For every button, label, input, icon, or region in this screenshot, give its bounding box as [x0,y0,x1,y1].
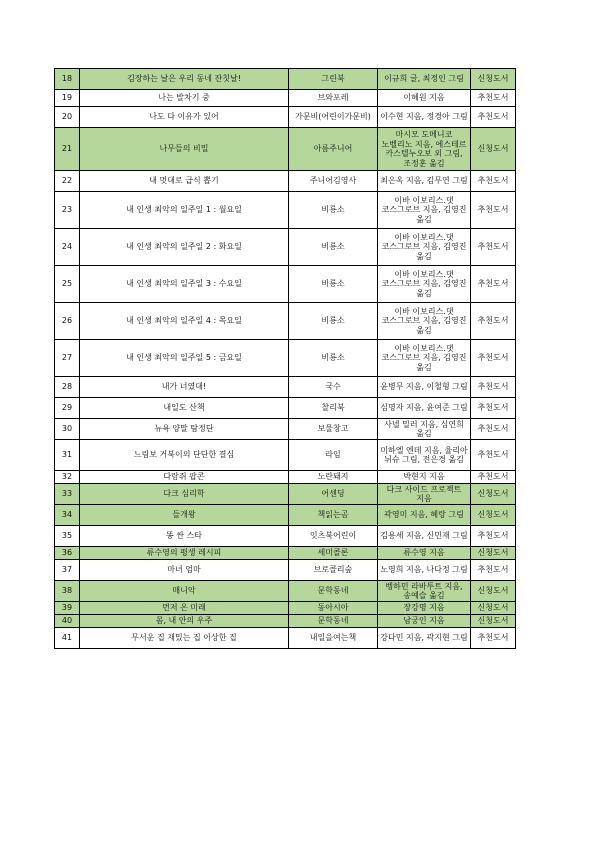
book-type-cell: 추천도서 [471,526,516,547]
author-cell: 이바 이보리스.댓 코스그로브 지음, 김영진 옮김 [378,266,471,303]
book-type-cell: 추천도서 [471,171,516,192]
row-number-cell: 24 [55,229,80,266]
author-cell: 류수영 지음 [378,547,471,560]
publisher-cell: 비룡소 [289,229,378,266]
author-cell: 이바 이보리스.댓 코스그로브 지음, 김영진 옮김 [378,192,471,229]
author-cell: 노영희 지음, 나다정 그림 [378,560,471,581]
book-title-cell: 김장하는 날은 우리 동네 잔칫날! [80,69,289,90]
book-type-cell: 신청도서 [471,602,516,615]
publisher-cell: 비룡소 [289,340,378,377]
author-cell: 곽영미 지음, 혜랑 그림 [378,505,471,526]
author-cell: 남궁인 지음 [378,615,471,628]
author-cell: 김용세 지음, 신민재 그림 [378,526,471,547]
author-cell: 이바 이보리스.댓 코스그로브 지음, 김영진 옮김 [378,340,471,377]
publisher-cell: 라임 [289,440,378,471]
row-number-cell: 26 [55,303,80,340]
table-row [55,192,516,229]
author-cell: 벵하민 라바투트 지음, 송예슬 옮김 [378,581,471,602]
table-row [55,526,516,547]
publisher-cell: 내일을여는책 [289,628,378,649]
table-row [55,581,516,602]
book-type-cell: 추천도서 [471,419,516,440]
publisher-cell: 문학동네 [289,615,378,628]
row-number-cell: 20 [55,107,80,128]
author-cell: 다크 사이드 프로젝트 지음 [378,484,471,505]
book-type-cell: 추천도서 [471,266,516,303]
book-type-cell: 신청도서 [471,128,516,171]
book-title-cell: 내 인생 최악의 일주일 1 : 월요일 [80,192,289,229]
book-title-cell: 류수영의 평생 레시피 [80,547,289,560]
row-number-cell: 30 [55,419,80,440]
author-cell: 장강명 지음 [378,602,471,615]
book-type-cell: 추천도서 [471,303,516,340]
book-type-cell: 추천도서 [471,340,516,377]
book-type-cell: 추천도서 [471,398,516,419]
table-row [55,419,516,440]
book-title-cell: 느림보 거북이의 단단한 결심 [80,440,289,471]
book-type-cell: 추천도서 [471,229,516,266]
publisher-cell: 책읽는곰 [289,505,378,526]
table-row [55,107,516,128]
author-cell: 이혜원 지음 [378,90,471,107]
author-cell: 이수현 지음, 정경아 그림 [378,107,471,128]
row-number-cell: 37 [55,560,80,581]
row-number-cell: 28 [55,377,80,398]
row-number-cell: 31 [55,440,80,471]
book-type-cell: 신청도서 [471,581,516,602]
publisher-cell: 아름주니어 [289,128,378,171]
row-number-cell: 29 [55,398,80,419]
publisher-cell: 주니어김영사 [289,171,378,192]
publisher-cell: 노란돼지 [289,471,378,484]
author-cell: 심명자 지음, 윤여준 그림 [378,398,471,419]
row-number-cell: 36 [55,547,80,560]
row-number-cell: 21 [55,128,80,171]
book-title-cell: 뉴욕 양말 탐정단 [80,419,289,440]
table-row [55,340,516,377]
publisher-cell: 가문비(어린이가문비) [289,107,378,128]
book-title-cell: 내일도 산책 [80,398,289,419]
book-title-cell: 내 인생 최악의 일주일 4 : 목요일 [80,303,289,340]
book-title-cell: 마녀 엄마 [80,560,289,581]
book-title-cell: 매니악 [80,581,289,602]
table-row [55,69,516,90]
table-row [55,471,516,484]
book-type-cell: 신청도서 [471,484,516,505]
publisher-cell: 보물창고 [289,419,378,440]
book-type-cell: 추천도서 [471,90,516,107]
author-cell: 윤병무 지음, 이철형 그림 [378,377,471,398]
book-title-cell: 먼저 온 미래 [80,602,289,615]
book-title-cell: 내 멋대로 급식 뽑기 [80,171,289,192]
publisher-cell: 잇츠북어린이 [289,526,378,547]
book-type-cell: 추천도서 [471,440,516,471]
table-row [55,602,516,615]
author-cell: 박현지 지음 [378,471,471,484]
book-type-cell: 추천도서 [471,471,516,484]
table-row [55,171,516,192]
table-row [55,440,516,471]
book-type-cell: 신청도서 [471,69,516,90]
table-row [55,484,516,505]
table-row [55,128,516,171]
row-number-cell: 35 [55,526,80,547]
book-title-cell: 나도 다 이유가 있어 [80,107,289,128]
publisher-cell: 비룡소 [289,303,378,340]
publisher-cell: 국수 [289,377,378,398]
row-number-cell: 23 [55,192,80,229]
table-row [55,560,516,581]
book-type-cell: 추천도서 [471,628,516,649]
publisher-cell: 찰리북 [289,398,378,419]
row-number-cell: 32 [55,471,80,484]
book-type-cell: 신청도서 [471,505,516,526]
row-number-cell: 39 [55,602,80,615]
book-title-cell: 들개왕 [80,505,289,526]
table-row [55,266,516,303]
author-cell: 강다민 지음, 곽지현 그림 [378,628,471,649]
book-title-cell: 다크 심리학 [80,484,289,505]
book-title-cell: 내 인생 최악의 일주일 5 : 금요일 [80,340,289,377]
row-number-cell: 33 [55,484,80,505]
table-row [55,398,516,419]
table-row [55,90,516,107]
book-title-cell: 다람쥐 팝콘 [80,471,289,484]
publisher-cell: 브로콜리숲 [289,560,378,581]
publisher-cell: 문학동네 [289,581,378,602]
table-row [55,505,516,526]
row-number-cell: 19 [55,90,80,107]
publisher-cell: 그린북 [289,69,378,90]
publisher-cell: 세미콜론 [289,547,378,560]
row-number-cell: 34 [55,505,80,526]
book-title-cell: 나무들의 비밀 [80,128,289,171]
author-cell: 미하엘 엔데 지음, 율리아 뉘슈 그림, 전은경 옮김 [378,440,471,471]
book-type-cell: 추천도서 [471,560,516,581]
author-cell: 이바 이보리스.댓 코스그로브 지음, 김영진 옮김 [378,303,471,340]
book-title-cell: 내 인생 최악의 일주일 2 : 화요일 [80,229,289,266]
table-row [55,615,516,628]
row-number-cell: 41 [55,628,80,649]
author-cell: 이바 이보리스.댓 코스그로브 지음, 김영진 옮김 [378,229,471,266]
book-type-cell: 추천도서 [471,377,516,398]
book-title-cell: 나는 발차기 중 [80,90,289,107]
row-number-cell: 38 [55,581,80,602]
publisher-cell: 어센딩 [289,484,378,505]
table-row [55,229,516,266]
table-row [55,547,516,560]
author-cell: 사넬 밀러 지음, 심연희 옮김 [378,419,471,440]
row-number-cell: 40 [55,615,80,628]
book-type-cell: 추천도서 [471,192,516,229]
book-title-cell: 똥 싼 스타 [80,526,289,547]
table-row [55,377,516,398]
author-cell: 최은옥 지음, 김무연 그림 [378,171,471,192]
book-title-cell: 내 인생 최악의 일주일 3 : 수요일 [80,266,289,303]
row-number-cell: 18 [55,69,80,90]
book-title-cell: 몸, 내 안의 우주 [80,615,289,628]
publisher-cell: 브와포레 [289,90,378,107]
publisher-cell: 동아시아 [289,602,378,615]
author-cell: 이규희 글, 최정인 그림 [378,69,471,90]
publisher-cell: 비룡소 [289,192,378,229]
row-number-cell: 27 [55,340,80,377]
publisher-cell: 비룡소 [289,266,378,303]
table-row [55,303,516,340]
book-title-cell: 무서운 집 재밌는 집 이상한 집 [80,628,289,649]
book-list-table [54,68,516,649]
book-type-cell: 신청도서 [471,547,516,560]
book-type-cell: 신청도서 [471,615,516,628]
table-row [55,628,516,649]
row-number-cell: 25 [55,266,80,303]
book-type-cell: 추천도서 [471,107,516,128]
row-number-cell: 22 [55,171,80,192]
book-title-cell: 내가 너였대! [80,377,289,398]
book-list-body [55,69,516,649]
author-cell: 마시모 도메니코 노벨리노 지음, 에스테르 카스텔누오보 외 그림, 조정훈 옮김 [378,128,471,171]
